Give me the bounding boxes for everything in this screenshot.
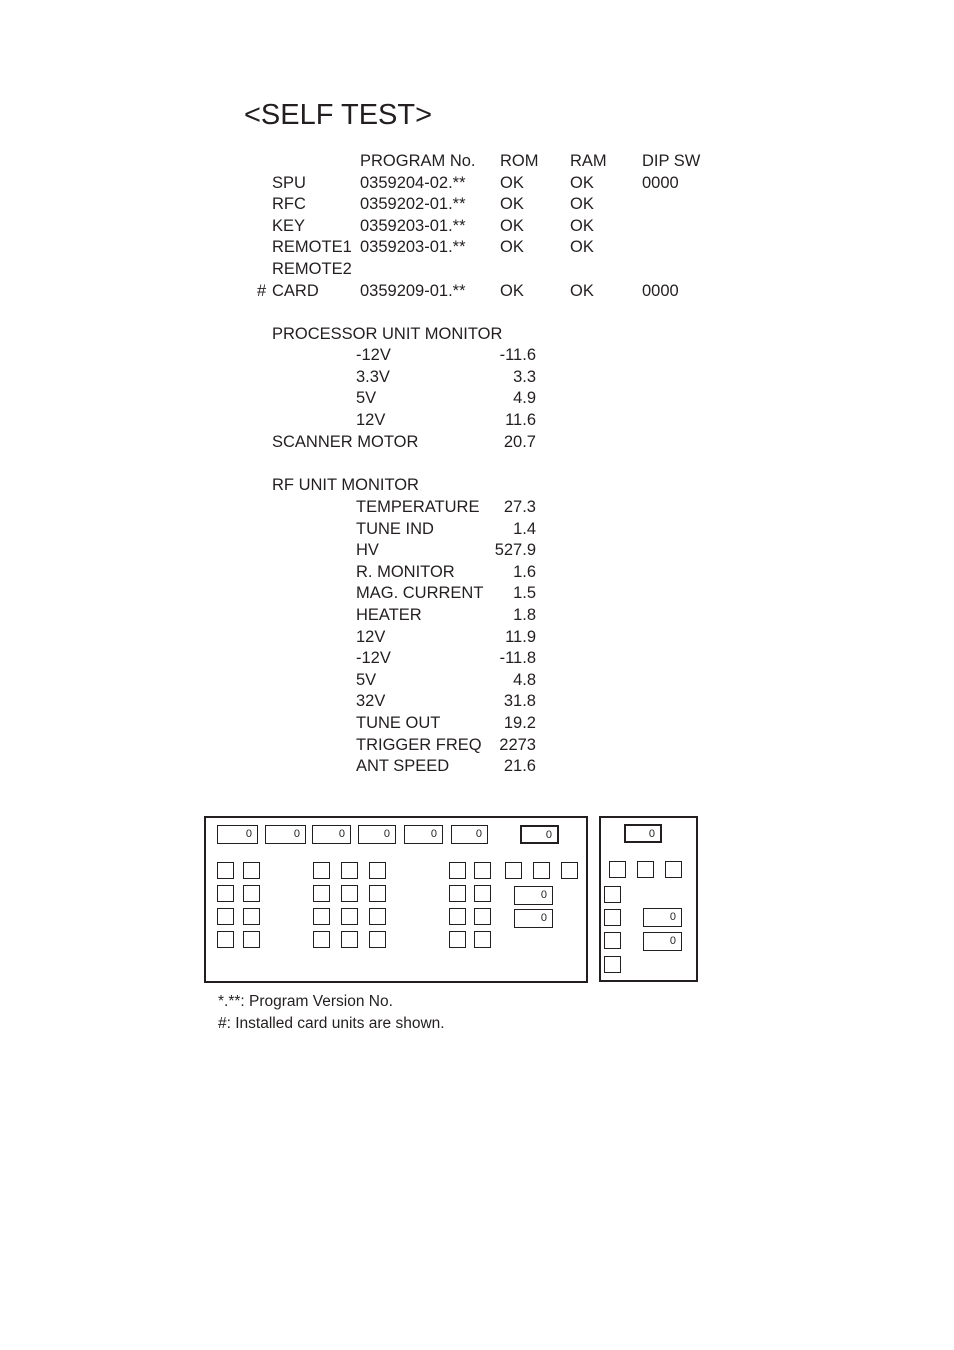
monitor-value: 1.8	[513, 606, 536, 624]
monitor-value: -11.8	[499, 649, 536, 668]
key-button[interactable]	[341, 908, 358, 925]
key-layout-panel	[204, 816, 588, 983]
key-button[interactable]	[604, 909, 621, 926]
monitor-value: 527.9	[494, 541, 536, 560]
key-button[interactable]	[217, 931, 234, 948]
key-button[interactable]	[217, 908, 234, 925]
unit-name: REMOTE1	[272, 238, 352, 256]
key-button[interactable]	[217, 862, 234, 879]
unit-name: CARD	[272, 282, 319, 300]
led-counter: 0	[404, 825, 443, 844]
key-button[interactable]	[561, 862, 578, 879]
scanner-motor-label: SCANNER MOTOR	[272, 433, 419, 451]
ram-status: OK	[570, 282, 594, 300]
monitor-label: TUNE OUT	[356, 714, 441, 732]
monitor-value: 31.8	[503, 692, 536, 711]
unit-name: REMOTE2	[272, 260, 352, 278]
remote-layout-panel	[599, 816, 698, 982]
key-button[interactable]	[474, 908, 491, 925]
rom-status: OK	[500, 174, 524, 192]
rom-status: OK	[500, 195, 524, 213]
program-number: 0359202-01.**	[360, 195, 466, 213]
dip-switch-value: 0000	[642, 174, 679, 192]
note-installed-cards: #: Installed card units are shown.	[218, 1015, 445, 1032]
monitor-value: 21.6	[503, 757, 536, 776]
monitor-label: 32V	[356, 692, 386, 711]
key-button[interactable]	[604, 932, 621, 949]
processor-monitor-heading: PROCESSOR UNIT MONITOR	[272, 325, 503, 343]
key-button[interactable]	[313, 885, 330, 902]
monitor-label: 12V	[356, 411, 386, 430]
led-counter: 0	[451, 825, 488, 844]
program-number: 0359209-01.**	[360, 282, 466, 300]
key-button[interactable]	[217, 885, 234, 902]
key-button[interactable]	[505, 862, 522, 879]
key-button[interactable]	[243, 885, 260, 902]
key-button[interactable]	[243, 931, 260, 948]
ram-status: OK	[570, 195, 594, 213]
header-rom: ROM	[500, 152, 539, 170]
monitor-value: 3.3	[513, 367, 536, 386]
note-program-version: *.**: Program Version No.	[218, 993, 393, 1010]
monitor-label: R. MONITOR	[356, 562, 455, 581]
monitor-value: 4.9	[513, 389, 536, 408]
key-button[interactable]	[474, 931, 491, 948]
led-counter: 0	[217, 825, 258, 844]
key-button[interactable]	[369, 931, 386, 948]
monitor-label: -12V	[356, 649, 391, 668]
key-button[interactable]	[637, 861, 654, 878]
monitor-value: 19.2	[503, 714, 536, 732]
key-button[interactable]	[449, 908, 466, 925]
monitor-value: 11.9	[505, 627, 536, 646]
key-button[interactable]	[369, 908, 386, 925]
key-button[interactable]	[313, 908, 330, 925]
led-counter: 0	[358, 825, 396, 844]
key-button[interactable]	[533, 862, 550, 879]
key-button[interactable]	[449, 885, 466, 902]
unit-name: KEY	[272, 217, 306, 235]
header-program-no: PROGRAM No.	[360, 152, 476, 170]
key-button[interactable]	[609, 861, 626, 878]
led-counter: 0	[624, 824, 662, 843]
monitor-value: 1.5	[513, 584, 536, 603]
key-button[interactable]	[449, 862, 466, 879]
program-number: 0359204-02.**	[360, 174, 466, 192]
monitor-value: 1.6	[513, 562, 536, 581]
scanner-motor-value: 20.7	[503, 433, 536, 451]
key-button[interactable]	[449, 931, 466, 948]
monitor-label: TEMPERATURE	[356, 498, 480, 516]
program-number: 0359203-01.**	[360, 217, 466, 235]
header-dip-sw: DIP SW	[642, 152, 701, 170]
ram-status: OK	[570, 174, 594, 192]
header-ram: RAM	[570, 152, 607, 170]
key-button[interactable]	[341, 885, 358, 902]
key-button[interactable]	[243, 862, 260, 879]
key-button[interactable]	[474, 862, 491, 879]
monitor-value: 27.3	[503, 498, 536, 516]
monitor-value: 2273	[499, 735, 536, 754]
key-button[interactable]	[474, 885, 491, 902]
led-counter: 0	[643, 908, 682, 927]
led-counter: 0	[514, 909, 553, 928]
monitor-value: -11.6	[499, 346, 536, 364]
unit-name: RFC	[272, 195, 306, 213]
rom-status: OK	[500, 238, 524, 256]
key-button[interactable]	[665, 861, 682, 878]
monitor-label: TUNE IND	[356, 519, 434, 538]
monitor-label: HEATER	[356, 606, 422, 624]
ram-status: OK	[570, 238, 594, 256]
led-counter: 0	[643, 932, 682, 951]
monitor-label: 3.3V	[356, 367, 390, 386]
unit-name: SPU	[272, 174, 306, 192]
monitor-label: TRIGGER FREQ	[356, 735, 482, 754]
led-counter: 0	[265, 825, 306, 844]
monitor-label: 5V	[356, 670, 377, 689]
rom-status: OK	[500, 217, 524, 235]
dip-switch-value: 0000	[642, 282, 679, 300]
monitor-value: 4.8	[513, 670, 536, 689]
monitor-label: 5V	[356, 389, 377, 408]
rf-monitor-heading: RF UNIT MONITOR	[272, 476, 419, 494]
key-button[interactable]	[243, 908, 260, 925]
program-number: 0359203-01.**	[360, 238, 466, 256]
key-button[interactable]	[604, 956, 621, 973]
key-button[interactable]	[313, 862, 330, 879]
monitor-label: ANT SPEED	[356, 757, 450, 776]
led-counter: 0	[514, 886, 553, 905]
monitor-label: HV	[356, 541, 379, 560]
monitor-value: 11.6	[505, 411, 536, 430]
rom-status: OK	[500, 282, 524, 300]
page-title: <SELF TEST>	[244, 99, 433, 131]
monitor-label: 12V	[356, 627, 386, 646]
monitor-label: MAG. CURRENT	[356, 584, 484, 603]
led-counter: 0	[312, 825, 351, 844]
key-button[interactable]	[604, 886, 621, 903]
key-button[interactable]	[341, 862, 358, 879]
key-button[interactable]	[369, 885, 386, 902]
monitor-value: 1.4	[513, 519, 536, 538]
key-button[interactable]	[313, 931, 330, 948]
ram-status: OK	[570, 217, 594, 235]
card-installed-marker: #	[257, 282, 267, 300]
led-counter: 0	[520, 825, 559, 844]
key-button[interactable]	[369, 862, 386, 879]
key-button[interactable]	[341, 931, 358, 948]
monitor-label: -12V	[356, 346, 391, 364]
